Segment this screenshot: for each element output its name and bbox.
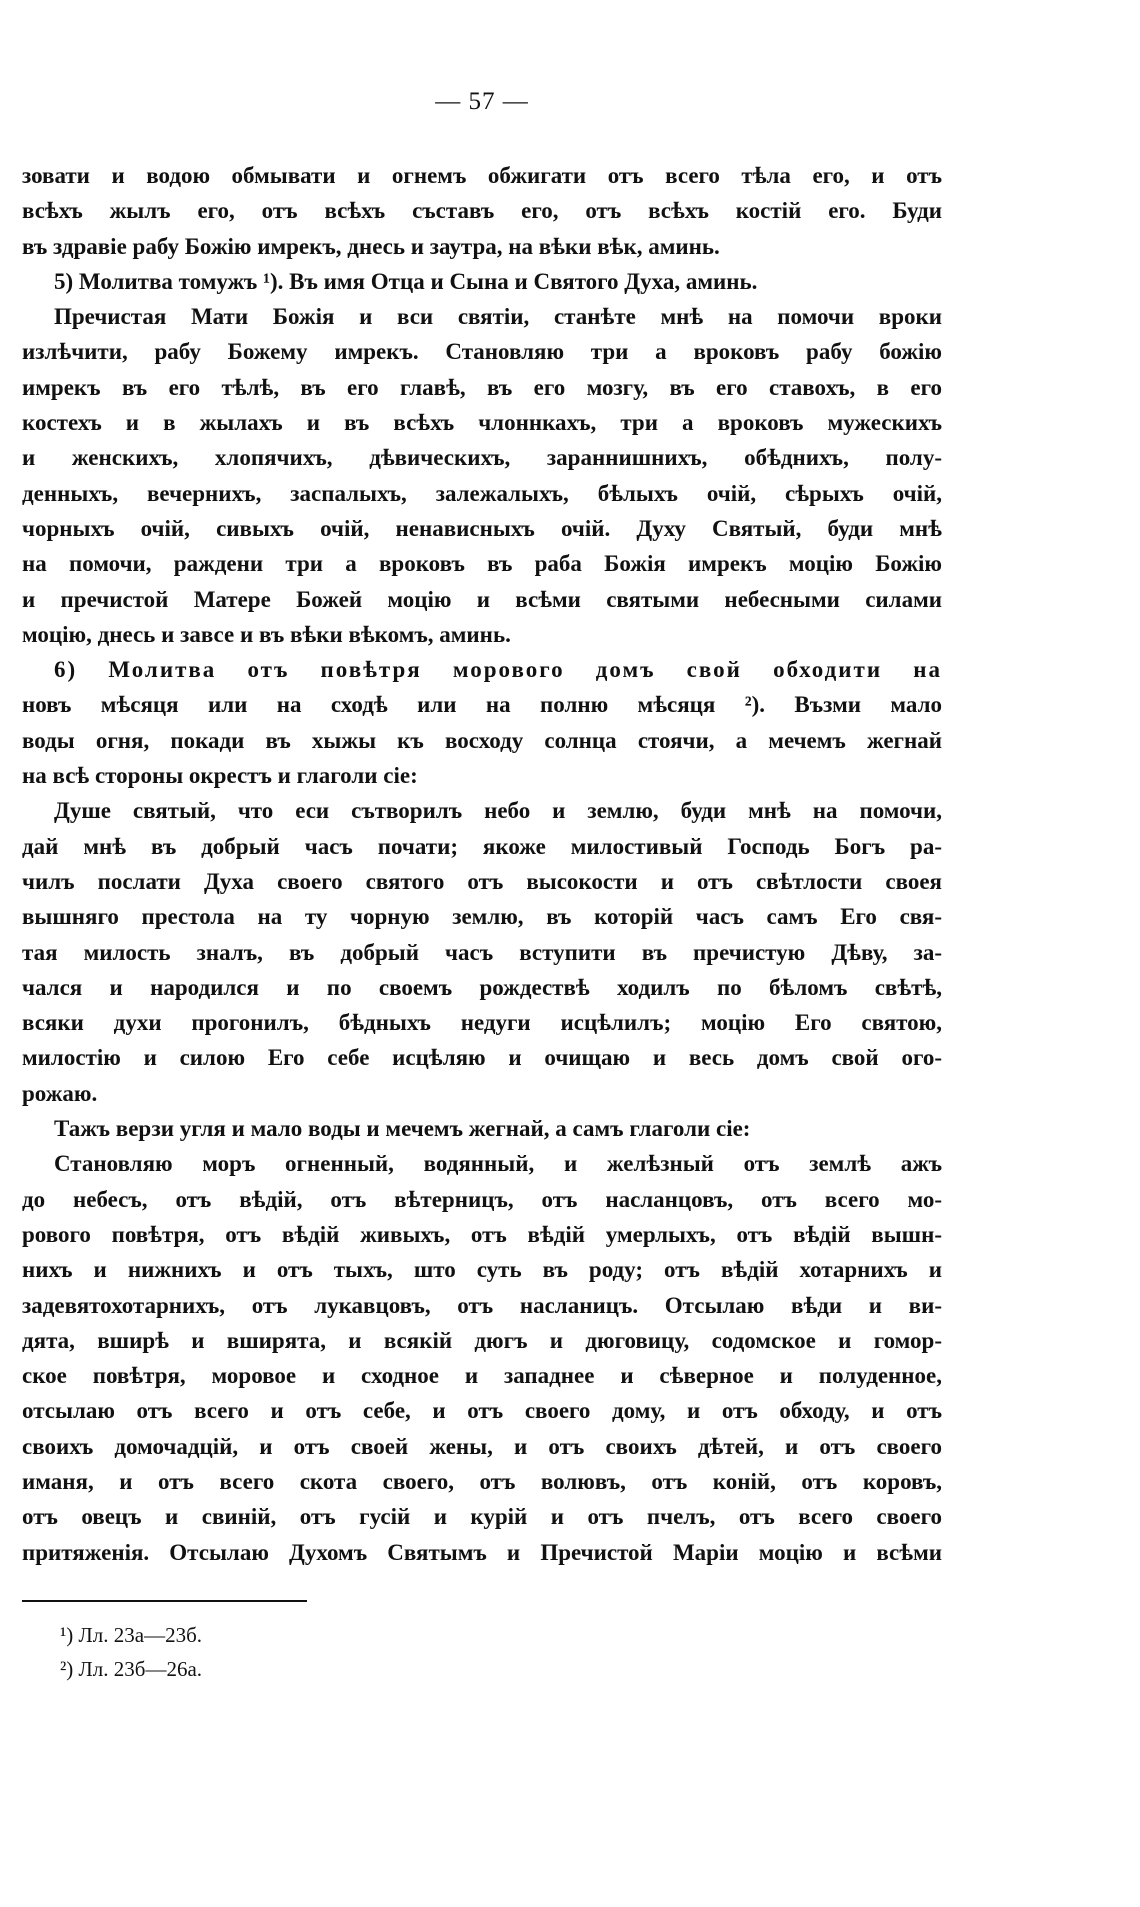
text-line: вышняго престола на ту чорную землю, въ которій часъ самъ Его свя- (22, 904, 942, 930)
text-line: Тажъ верзи угля и мало воды и мечемъ жегнай, а самъ глаголи сіе: (54, 1116, 751, 1142)
text-line: рожаю. (22, 1080, 98, 1106)
text-line: на всѣ стороны окрестъ и глаголи сіе: (22, 763, 418, 789)
text-line: новъ мѣсяця или на сходѣ или на полню мѣсяця ²). Възми мало (22, 692, 942, 718)
footnote-text: Лл. 23а—23б. (78, 1623, 203, 1647)
text-line: воды огня, покади въ хыжы къ восходу солнца стоячи, а мечемъ жегнай (22, 727, 942, 753)
text-line: моцію, днесь и завсе и въ вѣки вѣкомъ, аминь. (22, 621, 511, 647)
text-line: всяки духи прогонилъ, бѣдныхъ недуги исцѣлилъ; моцію Его святою, (22, 1010, 942, 1036)
text-line: Душе святый, что еси сътворилъ небо и землю, буди мнѣ на помочи, (54, 798, 942, 824)
text-line: чался и народился и по своемъ рождествѣ ходилъ по бѣломъ свѣтѣ, (22, 974, 942, 1000)
footnotes (60, 1618, 660, 1686)
footnote-1 (60, 1618, 660, 1652)
text-line: имрекъ въ его тѣлѣ, въ его главѣ, въ его мозгу, въ его ставохъ, в его (22, 374, 942, 400)
text-line: излѣчити, рабу Божему имрекъ. Становляю три а вроковъ рабу божію (22, 339, 942, 365)
text-line: рового повѣтря, отъ вѣдій живыхъ, отъ вѣдій умерлыхъ, отъ вѣдій вышн- (22, 1221, 942, 1247)
prayer-heading-6: 6) Молитва отъ повѣтря морового домъ свой обходити на (54, 657, 942, 683)
text-line: ское повѣтря, моровое и сходное и западнее и сѣверное и полуденное, (22, 1363, 942, 1389)
text-line: и женскихъ, хлопячихъ, дѣвическихъ, зараннишнихъ, обѣднихъ, полу- (22, 445, 942, 471)
body-text (22, 158, 942, 1570)
footnote-text: Лл. 23б—26а. (78, 1657, 203, 1681)
text-line: денныхъ, вечернихъ, заспалыхъ, залежалыхъ, бѣлыхъ очій, сѣрыхъ очій, (22, 480, 942, 506)
footnote-divider (22, 1600, 307, 1602)
footnote-2 (60, 1652, 660, 1686)
text-line: отсылаю отъ всего и отъ себе, и отъ своего дому, и отъ обходу, и отъ (22, 1398, 942, 1424)
text-line: отъ овецъ и свиній, отъ гусій и курій и отъ пчелъ, отъ всего своего (22, 1504, 942, 1530)
text-line: нихъ и нижнихъ и отъ тыхъ, што суть въ роду; отъ вѣдій хотарнихъ и (22, 1257, 942, 1283)
text-line: дята, вширѣ и вширята, и всякій дюгъ и дюговицу, содомское и гомор- (22, 1327, 942, 1353)
text-line: своихъ домочадцій, и отъ своей жены, и отъ своихъ дѣтей, и отъ своего (22, 1433, 942, 1459)
text-line: всѣхъ жылъ его, отъ всѣхъ съставъ его, отъ всѣхъ костій его. Буди (22, 198, 942, 224)
text-line: задевятохотарнихъ, отъ лукавцовъ, отъ насланицъ. Отсылаю вѣди и ви- (22, 1292, 942, 1318)
text-line: милостію и силою Его себе исцѣляю и очищаю и весь домъ свой ого- (22, 1045, 942, 1071)
text-line: чорныхъ очій, сивыхъ очій, ненависныхъ очій. Духу Святый, буди мнѣ (22, 515, 942, 541)
prayer-heading-5: 5) Молитва томужъ ¹). Въ имя Отца и Сына и Святого Духа, аминь. (54, 268, 758, 294)
text-line: въ здравіе рабу Божію имрекъ, днесь и заутра, на вѣки вѣк, аминь. (22, 233, 720, 259)
page-number: — 57 — (435, 88, 529, 115)
footnote-mark: ¹) (60, 1623, 74, 1647)
text-line: чилъ послати Духа своего святого отъ высокости и отъ свѣтлости своея (22, 868, 942, 894)
text-line: до небесъ, отъ вѣдій, отъ вѣтерницъ, отъ насланцовъ, отъ всего мо- (22, 1186, 942, 1212)
text-line: Пречистая Мати Божія и вси святіи, станѣте мнѣ на помочи вроки (54, 304, 942, 330)
text-line: костехъ и в жылахъ и въ всѣхъ члоннкахъ, три а вроковъ мужескихъ (22, 410, 942, 436)
footnote-mark: ²) (60, 1657, 74, 1681)
text-line: дай мнѣ въ добрый часъ почати; якоже милостивый Господь Богъ ра- (22, 833, 942, 859)
text-line: притяженія. Отсылаю Духомъ Святымъ и Пречистой Маріи моцію и всѣми (22, 1539, 942, 1565)
text-line: зовати и водою обмывати и огнемъ обжигати отъ всего тѣла его, и отъ (22, 163, 942, 188)
text-line: и пречистой Матере Божей моцію и всѣми святыми небесными силами (22, 586, 942, 612)
text-line: на помочи, раждени три а вроковъ въ раба Божія имрекъ моцію Божію (22, 551, 942, 577)
document-page (22, 0, 942, 1907)
text-line: иманя, и отъ всего скота своего, отъ волювъ, отъ коній, отъ коровъ, (22, 1468, 942, 1494)
text-line: Становляю моръ огненный, водянный, и желѣзный отъ землѣ ажъ (54, 1151, 942, 1177)
text-line: тая милость зналъ, въ добрый часъ вступити въ пречистую Дѣву, за- (22, 939, 942, 965)
